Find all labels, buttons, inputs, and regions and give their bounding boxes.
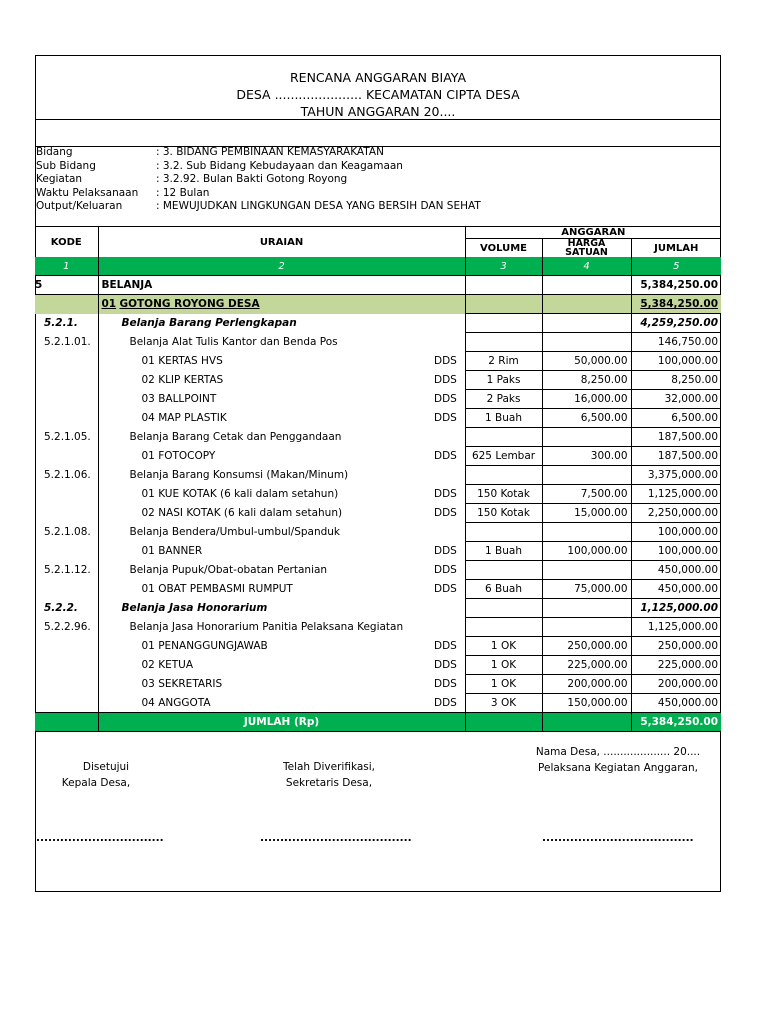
table-row (35, 485, 721, 504)
row-volume (465, 295, 542, 314)
row-uraian: Belanja Alat Tulis Kantor dan Benda Pos (129, 336, 338, 348)
info-value: : 3.2.92. Bulan Bakti Gotong Royong (156, 173, 348, 185)
row-sumber: DDS (434, 542, 465, 561)
row-harga (542, 561, 631, 580)
row-sumber: DDS (434, 504, 465, 523)
row-harga (542, 523, 631, 542)
row-uraian: Belanja Pupuk/Obat-obatan Pertanian (129, 564, 328, 576)
table-row (35, 466, 721, 485)
row-jumlah: 100,000.00 (631, 542, 721, 561)
table-row (35, 656, 721, 675)
row-jumlah: 225,000.00 (631, 656, 721, 675)
row-sumber (434, 523, 465, 542)
row-volume (465, 276, 542, 295)
row-sumber: DDS (434, 485, 465, 504)
row-volume (465, 466, 542, 485)
table-row (35, 409, 721, 428)
table-row (35, 637, 721, 656)
row-jumlah: 100,000.00 (631, 352, 721, 371)
sign-right-place-date: Nama Desa, .................... 20.... (535, 746, 701, 758)
row-jumlah: 1,125,000.00 (631, 485, 721, 504)
row-sumber (434, 466, 465, 485)
table-row (35, 542, 721, 561)
row-jumlah: 32,000.00 (631, 390, 721, 409)
row-uraian: 01 FOTOCOPY (141, 450, 216, 462)
row-uraian: 02 KLIP KERTAS (141, 374, 224, 386)
row-uraian: 02 KETUA (141, 659, 194, 671)
row-harga (542, 276, 631, 295)
row-uraian: 02 NASI KOTAK (6 kali dalam setahun) (141, 507, 343, 519)
row-kode: 5.2.1.06. (35, 466, 98, 485)
row-volume: 1 Paks (465, 371, 542, 390)
table-row (35, 371, 721, 390)
row-harga (542, 466, 631, 485)
doc-title: RENCANA ANGGARAN BIAYA (289, 70, 467, 85)
row-uraian: 01 KERTAS HVS (141, 355, 223, 367)
row-volume: 1 OK (465, 637, 542, 656)
row-uraian: 04 MAP PLASTIK (141, 412, 227, 424)
row-uraian: 04 ANGGOTA (141, 696, 211, 709)
sign-right-title: Pelaksana Kegiatan Anggaran, (538, 762, 698, 774)
row-harga: 150,000.00 (542, 694, 631, 713)
table-row (35, 428, 721, 447)
row-harga (542, 295, 631, 314)
row-uraian: BELANJA (98, 276, 434, 295)
row-kode (35, 390, 98, 409)
row-sumber: DDS (434, 561, 465, 580)
col-number: 4 (542, 257, 631, 276)
row-harga: 6,500.00 (542, 409, 631, 428)
row-volume: 1 OK (465, 656, 542, 675)
col-header-uraian: URAIAN (98, 227, 465, 258)
col-number: 3 (465, 257, 542, 276)
row-harga: 225,000.00 (542, 656, 631, 675)
row-volume: 625 Lembar (465, 447, 542, 466)
col-number: 1 (35, 257, 98, 276)
table-row (35, 694, 721, 713)
table-row (35, 618, 721, 637)
row-kode: 5.2.2.96. (35, 618, 98, 637)
row-kode (35, 694, 98, 713)
row-kode (35, 485, 98, 504)
row-volume: 1 Buah (465, 542, 542, 561)
sign-mid-title: Sekretaris Desa, (285, 777, 373, 789)
row-jumlah: 3,375,000.00 (631, 466, 721, 485)
row-harga (542, 314, 631, 333)
row-kode (35, 504, 98, 523)
col-header-anggaran: ANGGARAN (465, 227, 721, 239)
row-kode (35, 580, 98, 599)
row-kode (35, 542, 98, 561)
row-jumlah: 187,500.00 (631, 447, 721, 466)
row-sumber (434, 295, 465, 314)
row-volume: 1 Buah (465, 409, 542, 428)
row-harga (542, 428, 631, 447)
col-header-volume: VOLUME (465, 239, 542, 258)
doc-subtitle-desa: DESA ...................... KECAMATAN CIPTA DESA (236, 87, 520, 102)
row-uraian: 01 PENANGGUNGJAWAB (141, 640, 268, 652)
row-volume: 150 Kotak (465, 504, 542, 523)
row-sumber (434, 599, 465, 618)
col-header-jumlah: JUMLAH (654, 242, 699, 254)
total-label: JUMLAH (Rp) (98, 713, 465, 732)
row-sumber: DDS (434, 371, 465, 390)
sign-mid-verified: Telah Diverifikasi, (282, 761, 375, 773)
row-sumber: DDS (434, 580, 465, 599)
row-volume: 150 Kotak (465, 485, 542, 504)
row-jumlah: 1,125,000.00 (631, 599, 721, 618)
row-volume: 2 Paks (465, 390, 542, 409)
table-row (35, 561, 721, 580)
row-uraian: Belanja Bendera/Umbul-umbul/Spanduk (129, 526, 341, 538)
row-harga: 16,000.00 (542, 390, 631, 409)
sign-right-line: ...................................... (542, 832, 694, 844)
row-kode (35, 371, 98, 390)
row-volume (465, 618, 542, 637)
row-kode: 5.2.1.12. (35, 561, 98, 580)
row-uraian: 01 KUE KOTAK (6 kali dalam setahun) (141, 488, 339, 500)
table-row (35, 390, 721, 409)
row-kode: 5.2.2. (35, 599, 98, 618)
info-label: Waktu Pelaksanaan (36, 186, 139, 199)
row-sumber (434, 428, 465, 447)
row-jumlah: 250,000.00 (631, 637, 721, 656)
table-row (35, 333, 721, 352)
row-kode (35, 352, 98, 371)
rab-sheet (35, 55, 721, 892)
row-jumlah: 187,500.00 (631, 428, 721, 447)
row-volume: 6 Buah (465, 580, 542, 599)
row-jumlah: 2,250,000.00 (631, 504, 721, 523)
row-kode: 5.2.1. (35, 314, 98, 333)
row-kode: 5 (35, 276, 98, 295)
row-volume (465, 428, 542, 447)
doc-subtitle-tahun: TAHUN ANGGARAN 20.... (300, 104, 456, 119)
row-volume: 2 Rim (465, 352, 542, 371)
row-sumber: DDS (434, 694, 465, 713)
row-volume: 3 OK (465, 694, 542, 713)
row-kode (35, 295, 98, 314)
row-harga (542, 618, 631, 637)
row-jumlah: 146,750.00 (631, 333, 721, 352)
row-harga (542, 599, 631, 618)
row-kode: 5.2.1.01. (35, 333, 98, 352)
row-uraian: Belanja Jasa Honorarium (121, 602, 268, 614)
row-uraian: Belanja Barang Konsumsi (Makan/Minum) (129, 469, 349, 481)
table-row (35, 276, 721, 295)
row-jumlah: 200,000.00 (631, 675, 721, 694)
row-uraian: Belanja Jasa Honorarium Panitia Pelaksana Kegiatan (129, 621, 404, 633)
row-sumber: DDS (434, 390, 465, 409)
row-kode (35, 409, 98, 428)
total-cell (542, 713, 631, 732)
table-row (35, 504, 721, 523)
col-number: 2 (98, 257, 465, 276)
row-sumber: DDS (434, 447, 465, 466)
row-harga: 8,250.00 (542, 371, 631, 390)
row-harga: 300.00 (542, 447, 631, 466)
table-row (35, 580, 721, 599)
row-uraian: Belanja Barang Cetak dan Penggandaan (129, 431, 342, 443)
row-harga: 7,500.00 (542, 485, 631, 504)
table-row (35, 599, 721, 618)
row-harga: 100,000.00 (542, 542, 631, 561)
row-volume (465, 523, 542, 542)
row-sumber (434, 276, 465, 295)
row-kode (35, 637, 98, 656)
row-kode: 5.2.1.08. (35, 523, 98, 542)
row-sumber: DDS (434, 352, 465, 371)
row-uraian: 03 SEKRETARIS (141, 678, 223, 690)
row-jumlah: 450,000.00 (631, 561, 721, 580)
row-harga: 75,000.00 (542, 580, 631, 599)
row-volume (465, 333, 542, 352)
row-kode (35, 675, 98, 694)
row-sumber: DDS (434, 637, 465, 656)
row-sumber (434, 314, 465, 333)
row-uraian: 03 BALLPOINT (141, 393, 217, 405)
row-uraian-code: 01 (101, 298, 117, 311)
row-jumlah: 450,000.00 (631, 580, 721, 599)
table-row (35, 675, 721, 694)
info-label: Kegiatan (36, 173, 83, 185)
row-volume (465, 599, 542, 618)
row-jumlah: 4,259,250.00 (631, 314, 721, 333)
row-jumlah: 8,250.00 (631, 371, 721, 390)
row-harga: 250,000.00 (542, 637, 631, 656)
info-value: : 12 Bulan (156, 186, 210, 199)
row-volume: 1 OK (465, 675, 542, 694)
info-value: : MEWUJUDKAN LINGKUNGAN DESA YANG BERSIH DAN SEHAT (156, 200, 481, 212)
row-volume (465, 314, 542, 333)
sign-left-line: ................................ (36, 832, 164, 844)
table-row (35, 314, 721, 333)
row-jumlah: 5,384,250.00 (631, 276, 721, 295)
total-row (35, 713, 721, 732)
row-jumlah: 6,500.00 (631, 409, 721, 428)
row-sumber: DDS (434, 675, 465, 694)
info-label: Output/Keluaran (36, 200, 123, 212)
row-sumber (434, 618, 465, 637)
total-cell (35, 713, 98, 732)
info-value: : 3.2. Sub Bidang Kebudayaan dan Keagamaan (156, 159, 403, 172)
row-uraian (98, 295, 434, 314)
col-header-harga: HARGA SATUAN (542, 239, 631, 258)
row-harga: 50,000.00 (542, 352, 631, 371)
col-number: 5 (631, 257, 721, 276)
row-uraian: 01 BANNER (141, 545, 203, 557)
row-sumber: DDS (434, 409, 465, 428)
row-uraian: 01 OBAT PEMBASMI RUMPUT (141, 583, 293, 595)
info-label: Sub Bidang (36, 159, 96, 172)
row-volume (465, 561, 542, 580)
row-jumlah: 5,384,250.00 (631, 295, 721, 314)
row-sumber (434, 333, 465, 352)
col-header-kode: KODE (35, 227, 98, 258)
row-uraian: Belanja Barang Perlengkapan (121, 317, 297, 329)
row-jumlah: 450,000.00 (631, 694, 721, 713)
row-jumlah: 1,125,000.00 (631, 618, 721, 637)
row-kode (35, 656, 98, 675)
info-value: : 3. BIDANG PEMBINAAN KEMASYARAKATAN (156, 146, 384, 158)
row-kode (35, 447, 98, 466)
total-cell (465, 713, 542, 732)
sign-mid-line: ...................................... (260, 832, 412, 844)
sign-left-title: Kepala Desa, (61, 777, 131, 789)
table-row (35, 295, 721, 314)
row-harga: 15,000.00 (542, 504, 631, 523)
sign-left-approved: Disetujui (82, 761, 130, 773)
row-harga (542, 333, 631, 352)
budget-table (35, 226, 721, 732)
row-sumber: DDS (434, 656, 465, 675)
table-row (35, 352, 721, 371)
total-value: 5,384,250.00 (631, 713, 721, 732)
row-harga: 200,000.00 (542, 675, 631, 694)
row-kode: 5.2.1.05. (35, 428, 98, 447)
row-jumlah: 100,000.00 (631, 523, 721, 542)
info-label: Bidang (36, 146, 73, 158)
table-row (35, 447, 721, 466)
table-row (35, 523, 721, 542)
row-uraian-text: GOTONG ROYONG DESA (119, 298, 260, 311)
